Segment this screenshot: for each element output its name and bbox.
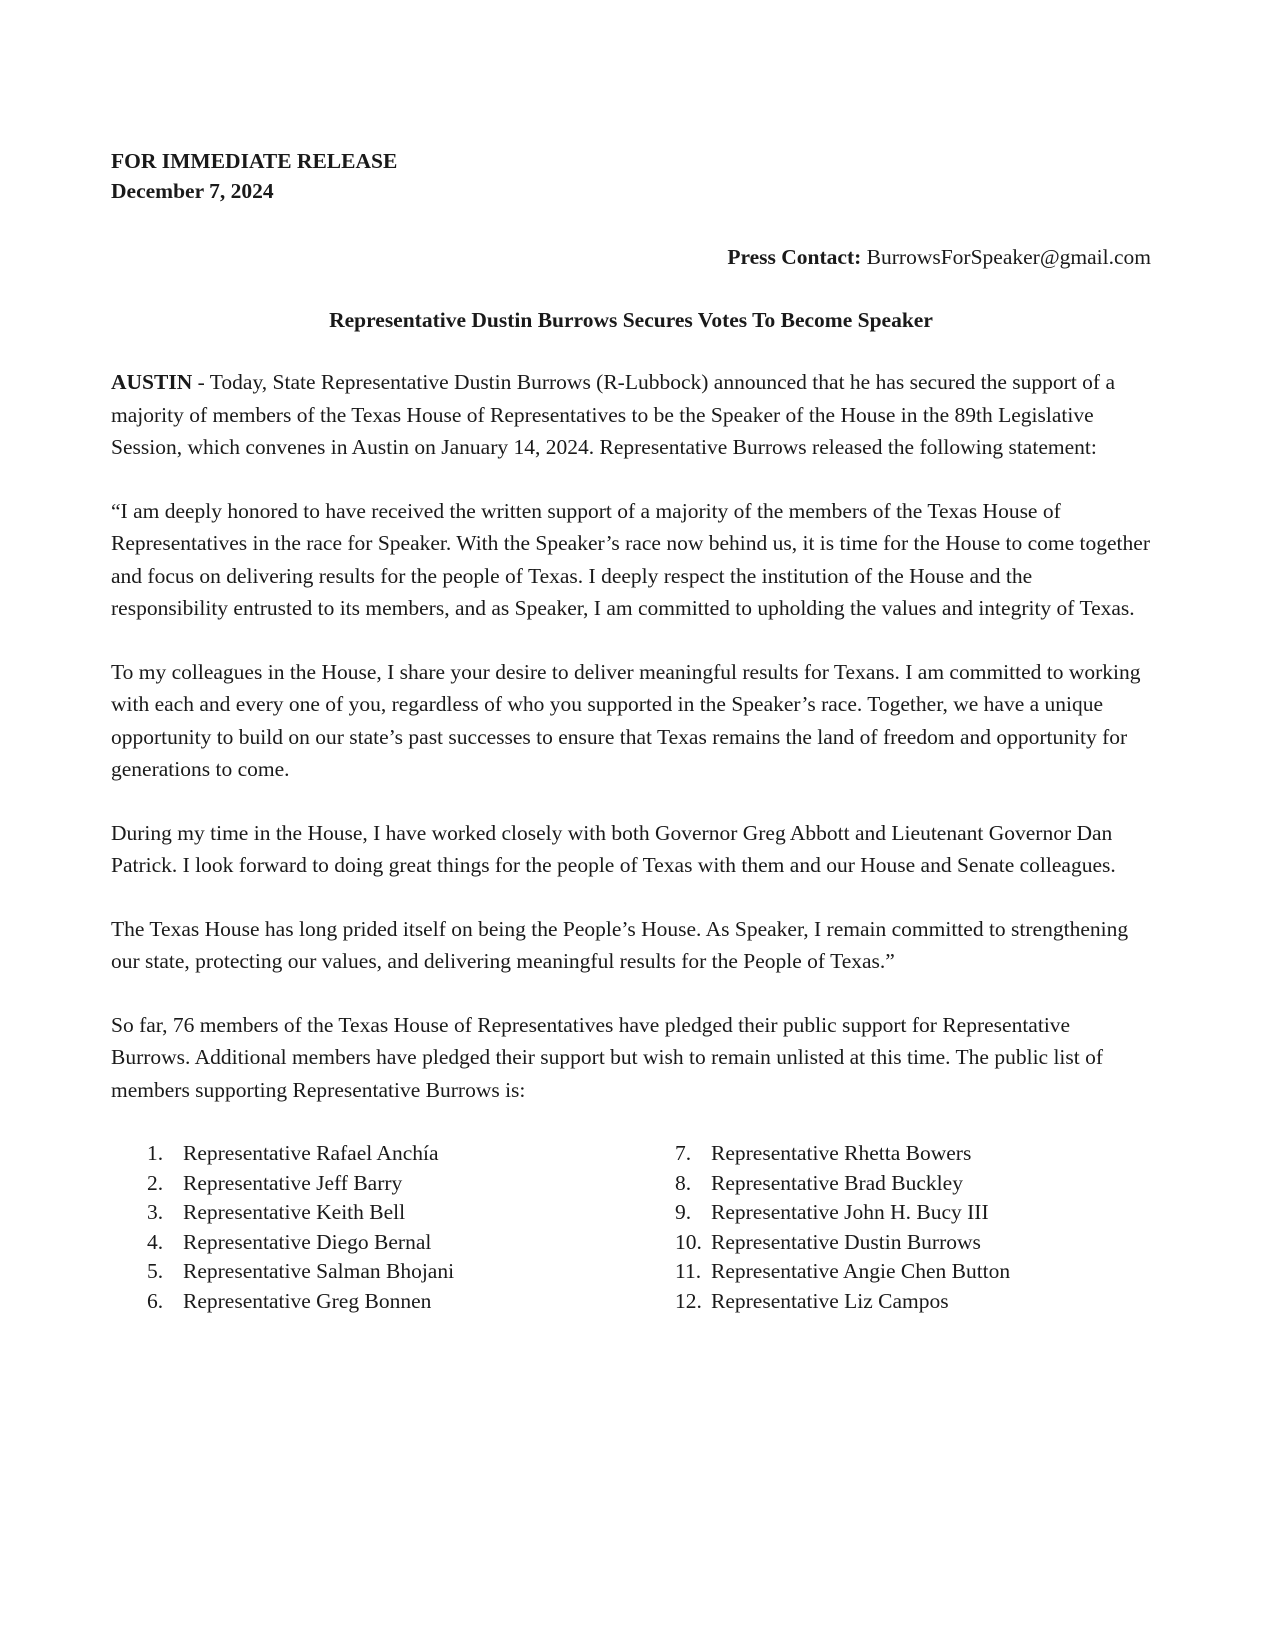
quote-paragraph: “I am deeply honored to have received the written support of a majority of the members of the Texas House of Representatives in the race for Speaker. With the Speaker’s race now behind us, it is time for the House to come together and focus on delivering results for the people of Texas. I deeply respect the institution of the House and the responsibility entrusted to its members, and as Speaker, I am committed to upholding the values and integrity of Texas. bbox=[111, 498, 1150, 620]
member-name: Representative Brad Buckley bbox=[711, 1170, 963, 1195]
list-number: 3. bbox=[147, 1200, 164, 1224]
press-contact-label: Press Contact: bbox=[727, 245, 862, 269]
member-name: Representative Jeff Barry bbox=[183, 1170, 403, 1195]
support-summary-paragraph: So far, 76 members of the Texas House of Representatives have pledged their public support for Representative Burrows. Additional members have pledged their support but wish to remain unlisted at this time. The public list of members supporting Representative Burrows is: bbox=[111, 1012, 1104, 1102]
member-name: Representative Rhetta Bowers bbox=[711, 1141, 972, 1165]
press-release-document bbox=[111, 146, 1151, 1316]
member-name: Representative Rafael Anchía bbox=[183, 1141, 439, 1165]
list-number: 2. bbox=[147, 1170, 164, 1195]
list-item bbox=[147, 1139, 671, 1169]
list-number: 1. bbox=[147, 1141, 164, 1165]
list-item bbox=[147, 1228, 671, 1258]
member-name: Representative Salman Bhojani bbox=[183, 1259, 455, 1283]
press-contact-email[interactable]: BurrowsForSpeaker@gmail.com bbox=[866, 245, 1151, 269]
quote-paragraph: During my time in the House, I have worked closely with both Governor Greg Abbott and Lieutenant Governor Dan Patrick. I look forward to doing great things for the people of Texas with them and our House and Senate colleagues. bbox=[111, 820, 1116, 877]
press-contact bbox=[111, 241, 1151, 274]
list-item bbox=[675, 1287, 1151, 1317]
list-number: 12. bbox=[675, 1288, 702, 1313]
quote-paragraph: The Texas House has long prided itself on being the People’s House. As Speaker, I remain committed to strengthening our state, protecting our values, and delivering meaningful results for the People of Texas.” bbox=[111, 916, 1129, 973]
release-date: December 7, 2024 bbox=[111, 179, 274, 203]
member-name: Representative Angie Chen Button bbox=[711, 1259, 1011, 1283]
member-name: Representative Diego Bernal bbox=[183, 1229, 432, 1254]
list-number: 6. bbox=[147, 1288, 164, 1313]
intro-text: - Today, State Representative Dustin Burrows (R-Lubbock) announced that he has secured the support of a majority of members of the Texas House of Representatives to be the Speaker of the House in the 89th Legislative Session, which convenes in Austin on January 14, 2024. Representative Burrows released the following statement: bbox=[111, 370, 1115, 459]
dateline: AUSTIN bbox=[111, 370, 193, 394]
list-item bbox=[675, 1228, 1151, 1258]
release-header bbox=[111, 146, 1151, 206]
list-item bbox=[147, 1169, 671, 1199]
list-number: 8. bbox=[675, 1170, 692, 1195]
list-number: 9. bbox=[675, 1200, 692, 1224]
release-line: FOR IMMEDIATE RELEASE bbox=[111, 149, 398, 173]
list-number: 10. bbox=[675, 1229, 702, 1254]
members-column-left bbox=[111, 1139, 671, 1316]
list-number: 5. bbox=[147, 1259, 164, 1283]
list-item bbox=[675, 1169, 1151, 1199]
member-name: Representative John H. Bucy III bbox=[711, 1200, 989, 1224]
list-item bbox=[675, 1198, 1151, 1228]
member-name: Representative Dustin Burrows bbox=[711, 1229, 981, 1254]
supporting-members-list bbox=[111, 1139, 1151, 1316]
headline: Representative Dustin Burrows Secures Votes To Become Speaker bbox=[329, 307, 933, 332]
member-name: Representative Keith Bell bbox=[183, 1200, 406, 1224]
list-item bbox=[147, 1198, 671, 1228]
list-item bbox=[147, 1287, 671, 1317]
list-number: 4. bbox=[147, 1229, 164, 1254]
intro-paragraph bbox=[111, 366, 1151, 464]
list-item bbox=[675, 1257, 1151, 1287]
list-item bbox=[675, 1139, 1151, 1169]
member-name: Representative Greg Bonnen bbox=[183, 1288, 432, 1313]
list-item bbox=[147, 1257, 671, 1287]
member-name: Representative Liz Campos bbox=[711, 1288, 949, 1313]
quote-paragraph: To my colleagues in the House, I share your desire to deliver meaningful results for Texans. I am committed to working with each and every one of you, regardless of who you supported in the Speaker’s race. Together, we have a unique opportunity to build on our state’s past successes to ensure that Texas remains the land of freedom and opportunity for generations to come. bbox=[111, 659, 1141, 781]
list-number: 11. bbox=[675, 1259, 702, 1283]
list-number: 7. bbox=[675, 1141, 692, 1165]
members-column-right bbox=[671, 1139, 1151, 1316]
